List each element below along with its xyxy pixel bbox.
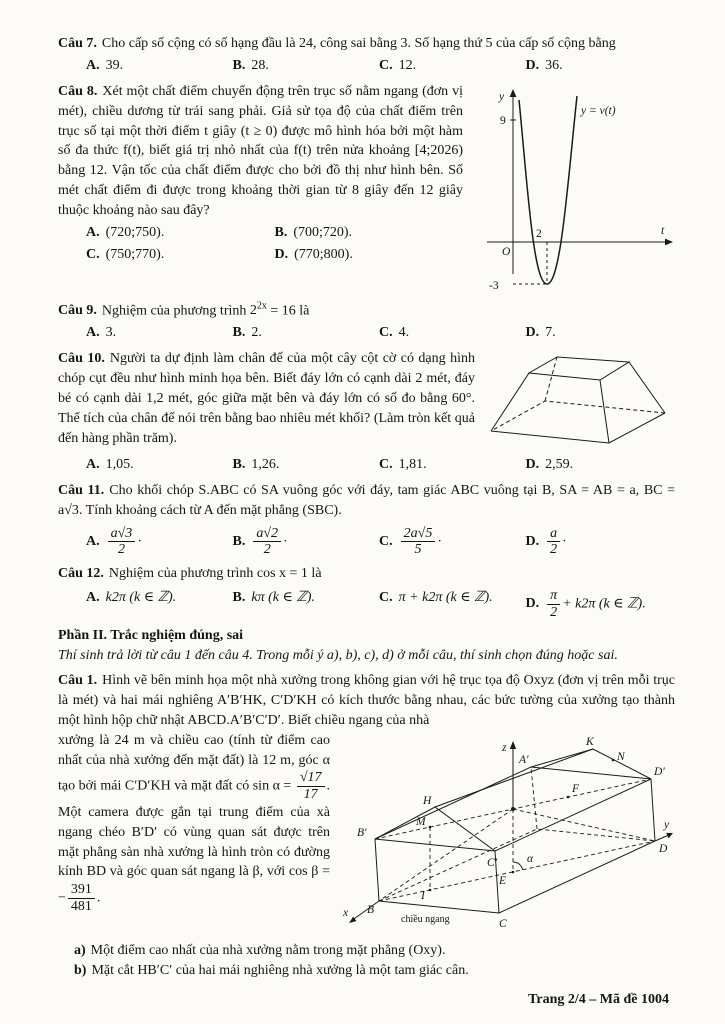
option-12c-letter: C. [379,590,393,605]
option-9b-letter: B. [232,325,246,341]
option-12b-text: kπ (k ∈ ℤ). [251,590,315,605]
option-7c-text: 12. [398,57,417,73]
graph-axes [487,94,667,274]
fraction-denominator: 5 [414,542,422,558]
option-8d [275,245,464,265]
alpha-angle-label: α [527,852,534,865]
y-axis-arrow-icon [510,89,517,97]
q8-tick-9-label: 9 [500,114,506,127]
fraction-denominator: 2 [263,542,271,558]
question-9-text [58,300,675,322]
option-7a [86,56,233,76]
option-11b-letter: B. [232,534,246,550]
question-7 [58,34,675,76]
option-11c-after: · [437,534,443,550]
option-12a [86,588,233,620]
option-8c [86,245,275,265]
point-K-label: K [586,735,594,748]
option-9b-text: 2. [251,325,262,341]
option-11c-letter: C. [379,534,393,550]
p2q1-stem-1: Hình vẽ bên minh họa một nhà xưởng trong không gian với hệ trục tọa độ Oxyz (đơn vị trên mỗi trục là mét) và hai mái nghiêng A′B′HK, C′D′KH có kích thước bằng nhau, các bức tường của xưởng tạo thành một hình hộp chữ nhật ABCD.A′B′C′D′. Biết chiều ngang của nhà [58,673,675,728]
point-M-label: M [416,815,426,828]
question-9-label: Câu 9. [58,303,97,319]
option-9d-letter: D. [525,325,540,341]
option-11b-after: · [283,534,288,550]
question-11-options [58,526,675,558]
option-7c-letter: C. [379,57,393,73]
option-11b [233,526,380,558]
point-E-label: E [499,874,507,887]
frustum-figure [483,351,673,451]
option-9c-letter: C. [379,325,393,341]
point-F-label: F [572,782,580,795]
option-12d-letter: D. [525,596,540,612]
option-10d-text: 2,59. [545,457,574,473]
point-N-label: N [617,750,625,763]
part2-question-1 [58,671,675,980]
question-7-stem: Cho cấp số cộng có số hạng đầu là 24, công sai bằng 3. Số hạng thứ 5 của cấp số cộng bằng [101,36,616,51]
question-11-label: Câu 11. [58,483,105,499]
question-8-stem: Xét một chất điểm chuyển động trên trục số nằm ngang (đơn vị mét), chiều dương từ trái sang phải. Giả sử tọa độ của chất điểm trên trục số tại một thời điểm t giây (t ≥ 0) được mô hình hóa bởi một hàm số đa thức f(t), biết giá trị nhỏ nhất của f(t) trên nửa khoảng [4;2026) bằng 12. Vận tốc của chất điểm được cho bởi đồ thị như hình bên. Số mét chất điểm đi được trong khoảng thời gian từ 8 giây đến 12 giây thuộc khoảng nào sau đây? [58,83,463,218]
option-9d-text: 7. [545,325,556,341]
option-7d-letter: D. [525,57,540,73]
fraction-numerator: π [547,588,560,605]
option-11c-fraction [401,526,436,558]
option-12b-letter: B. [232,590,246,605]
point-B-label: B [367,903,375,916]
q8-tick-2-label: 2 [536,227,542,240]
question-7-options [58,56,675,76]
point-D-label: D [659,842,668,855]
option-12a-text: k2π (k ∈ ℤ). [105,590,177,605]
question-10-label: Câu 10. [58,351,105,367]
option-10a-text: 1,05. [105,457,134,473]
question-9-options [58,323,675,343]
option-12b [233,588,380,620]
p2q1-stem-2c: . [96,890,101,906]
option-7d [526,56,675,76]
question-10-stem: Người ta dự định làm chân đế của một cây cột cờ có dạng hình chóp cụt đều như hình minh họa bên. Biết đáy lớn có cạnh dài 2 mét, đáy bé có cạnh dài 1,2 mét, góc giữa mặt bên và đáy lớn có số đo bằng 60°. Thể tích của chân đế nói trên bằng bao nhiêu mét khối? (Làm tròn kết quả đến hàng phần trăm). [58,351,475,446]
warehouse-visible-edges [375,749,655,913]
p2q1-stem-2a: xưởng là 24 m và chiều cao (tính từ điểm cao nhất của nhà xưởng đến mặt đất) là 12 m, góc α tạo bởi mái C′D′KH và mặt đất có sin α = [58,732,330,794]
option-8d-text: (770;800). [294,246,353,262]
velocity-curve [519,96,577,284]
q8-curve-label: y = v(t) [581,104,616,117]
warehouse-figure [341,735,675,935]
question-9 [58,300,675,343]
option-10a [86,455,233,475]
fraction-denominator: 17 [303,787,318,803]
option-12d-tail: + k2π (k ∈ ℤ). [562,596,646,612]
fraction-denominator: 481 [70,898,92,914]
fraction-numerator: a√3 [108,526,136,543]
question-12 [58,564,675,620]
option-7a-text: 39. [105,57,124,73]
question-9-stem-after: = 16 là [270,303,310,319]
equation-base: 2 [249,303,257,319]
y-axis-label: y [664,818,670,831]
option-9a-letter: A. [86,325,100,341]
option-9a-text: 3. [105,325,117,341]
question-8-label: Câu 8. [58,83,98,99]
warehouse-hidden-edges [375,767,655,901]
option-11a-fraction [108,526,136,558]
option-9a [86,323,233,343]
p2q1-stem-2b: . Một camera được gắn tại trung điểm của xà ngang chéo B′D′ có vùng quan sát được trên mặt phẳng sàn nhà xưởng là hình tròn có đường kính BD và góc quan sát ngang là β, với cos β = − [58,778,331,906]
equation-exponent: 2x [256,300,267,312]
option-7b-letter: B. [232,57,246,73]
fraction-denominator: 2 [550,542,558,558]
option-11c [379,526,526,558]
question-11 [58,481,675,558]
p2q1-label: Câu 1. [58,673,98,689]
item-a-label: a) [74,942,86,958]
option-9c-text: 4. [398,325,410,341]
velocity-graph-figure [475,84,675,296]
option-7d-text: 36. [545,57,563,73]
question-7-label: Câu 7. [58,36,97,51]
option-10b-text: 1,26. [251,457,280,473]
question-12-stem: Nghiệm của phương trình cos x = 1 là [108,566,322,582]
question-8-options [58,223,463,265]
question-8 [58,82,675,292]
option-10c-letter: C. [379,457,393,473]
question-9-equation [249,300,267,319]
option-11a [86,526,233,558]
frustum-visible-edges [491,357,665,443]
q8-origin-label: O [502,245,511,258]
option-11d-letter: D. [525,534,540,550]
option-10b-letter: B. [232,457,246,473]
question-7-text [58,34,675,54]
camera-point [511,807,515,811]
option-8d-letter: D. [274,246,289,262]
question-11-stem: Cho khối chóp S.ABC có SA vuông góc với đáy, tam giác ABC vuông tại B, SA = AB = a, BC = a√3. Tính khoảng cách từ A đến mặt phẳng (SBC). [58,483,676,518]
p2q1-paragraph-1 [58,671,675,731]
sin-alpha-fraction [297,770,325,802]
option-8b-text: (700;720). [293,224,353,240]
option-8c-letter: C. [86,246,100,262]
warehouse-points [429,758,615,891]
option-12d [526,588,675,620]
fraction-numerator: 391 [68,882,95,899]
width-caption: chiều ngang [401,913,450,925]
fraction-denominator: 2 [117,542,125,558]
option-8a-letter: A. [86,224,100,240]
point-C-prime-label: C′ [487,856,498,869]
question-10-options [58,455,675,475]
option-10b [233,455,380,475]
option-11b-fraction [253,526,281,558]
item-a-text: Một điểm cao nhất của nhà xưởng nằm trong mặt phẳng (Oxy). [90,942,446,958]
option-11d-after: · [562,534,567,550]
option-9b [233,323,380,343]
point-H-label: H [423,794,432,807]
option-11d-fraction [547,526,560,558]
coordinate-axes [351,745,671,921]
frustum-hidden-edges [491,357,665,431]
fraction-numerator: √17 [297,770,325,787]
z-axis-arrow-icon [510,741,516,749]
option-8c-text: (750;770). [105,246,165,262]
option-11a-after: · [137,534,142,550]
option-12c-text: π + k2π (k ∈ ℤ). [398,590,493,605]
p2q1-item-a [58,941,675,961]
point-I-label: I [421,889,425,902]
option-12c [379,588,526,620]
option-10d-letter: D. [525,457,540,473]
q8-axis-y-label: y [499,90,505,103]
point-C-label: C [499,917,507,930]
page-footer: Trang 2/4 – Mã đề 1004 [528,992,669,1008]
t-axis-arrow-icon [665,238,673,245]
cos-beta-fraction [68,882,95,914]
option-8a [86,223,275,243]
option-9c [379,323,526,343]
option-8b-letter: B. [274,224,288,240]
fraction-numerator: a [547,526,560,543]
option-8b [275,223,464,243]
z-axis-label: z [502,741,507,754]
option-12d-fraction [547,588,560,620]
x-axis-label: x [343,906,349,919]
option-11d [526,526,675,558]
q8-axis-t-label: t [661,224,665,237]
p2q1-item-b [58,961,675,981]
part2-instruction: Thí sinh trả lời từ câu 1 đến câu 4. Trong mỗi ý a), b), c), d) ở mỗi câu, thí sinh chọn đúng hoặc sai. [58,648,618,664]
option-7a-letter: A. [86,57,100,73]
fraction-numerator: 2a√5 [401,526,436,543]
part2-heading: Phần II. Trắc nghiệm đúng, sai [58,628,244,644]
option-12a-letter: A. [86,590,100,605]
option-9d [526,323,675,343]
option-8a-text: (720;750). [105,224,165,240]
option-10c [379,455,526,475]
item-b-label: b) [74,962,87,978]
question-12-options [58,588,675,620]
point-B-prime-label: B′ [357,826,367,839]
option-10a-letter: A. [86,457,100,473]
option-7b-text: 28. [251,57,269,73]
option-7c [379,56,526,76]
option-7b [233,56,380,76]
question-12-label: Câu 12. [58,566,104,582]
alpha-angle-arc [513,862,523,870]
fraction-denominator: 2 [550,604,558,620]
option-10d [526,455,675,475]
point-A-prime-label: A′ [519,753,529,766]
question-9-stem-before: Nghiệm của phương trình [101,303,247,319]
option-10c-text: 1,81. [398,457,427,473]
item-b-text: Mặt cắt HB′C′ của hai mái nghiêng nhà xưởng là một tam giác cân. [91,962,469,978]
option-11a-letter: A. [86,534,100,550]
fraction-numerator: a√2 [253,526,281,543]
point-D-prime-label: D′ [654,765,665,778]
question-11-text [58,481,675,521]
question-12-text [58,564,675,584]
q8-tick-neg3-label: -3 [489,279,499,292]
question-10 [58,349,675,475]
